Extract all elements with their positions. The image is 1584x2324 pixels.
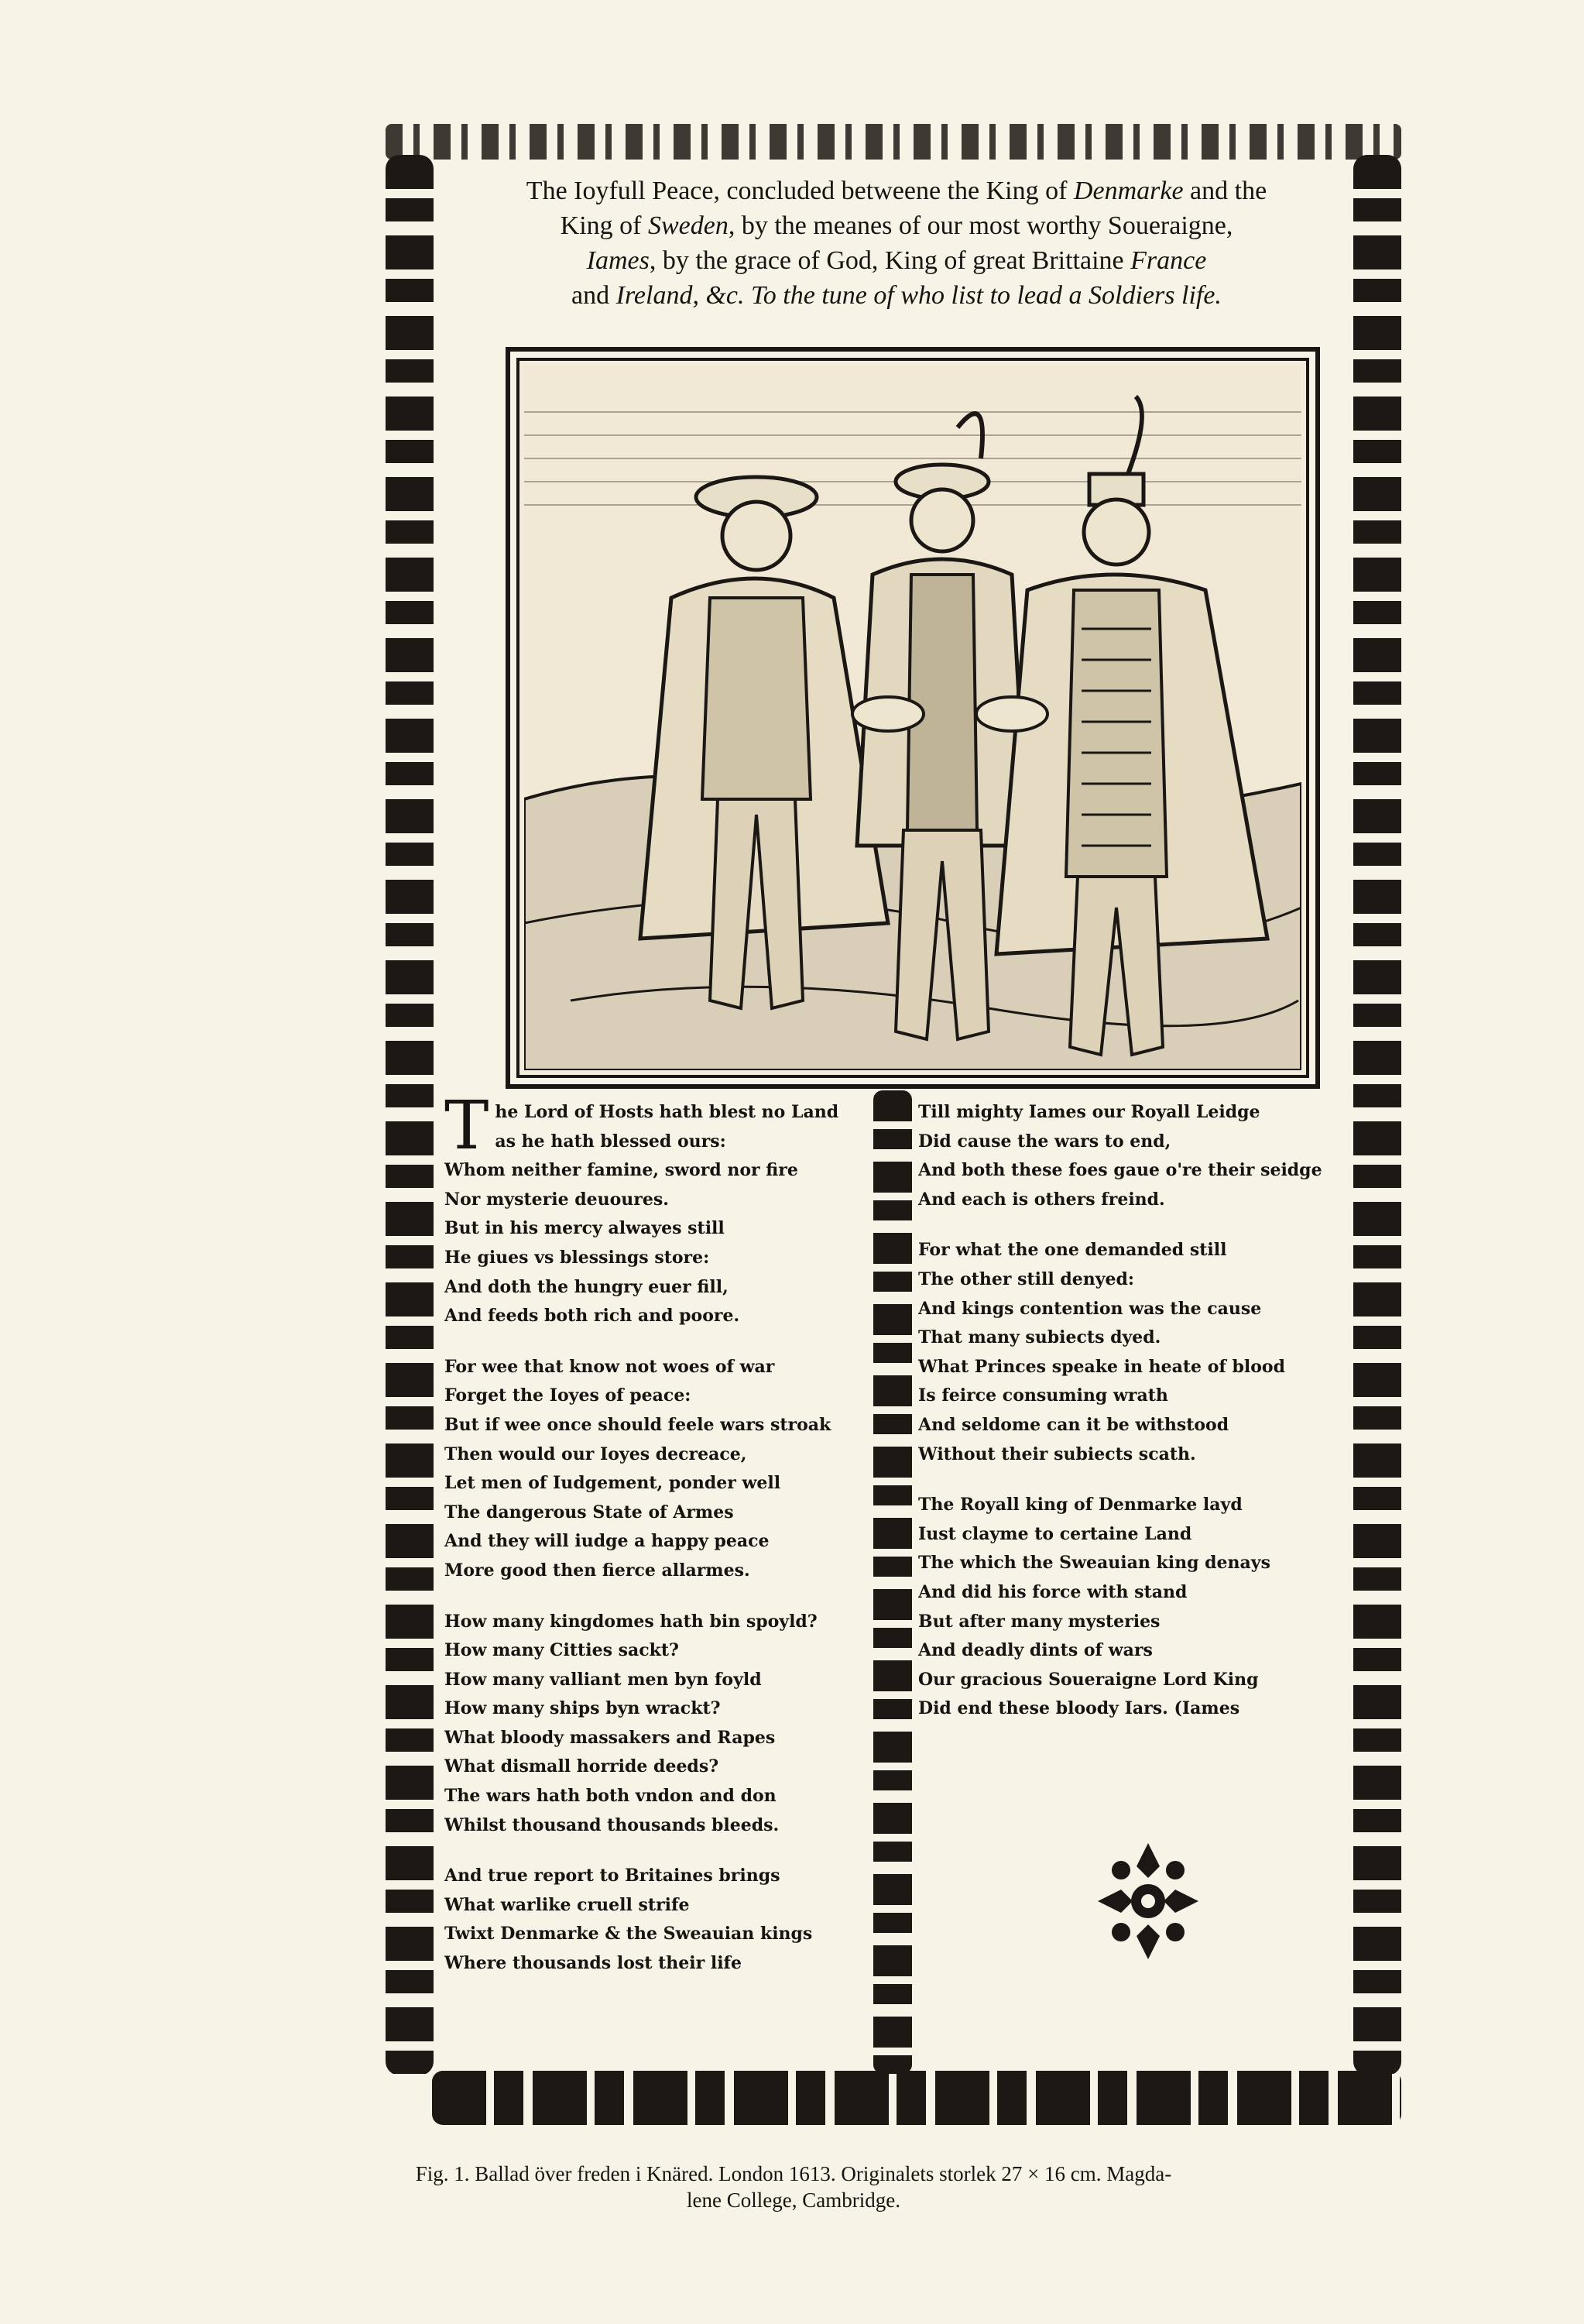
verse-line: And did his force with stand [918, 1581, 1188, 1602]
verse-line: Did end these bloody Iars. (Iames [918, 1698, 1240, 1719]
verse-line: The other still denyed: [918, 1268, 1135, 1289]
verse-line: Iust clayme to certaine Land [918, 1523, 1192, 1544]
broadside-sheet [386, 124, 1401, 2125]
stanza [444, 1608, 862, 1841]
verse-line: And deadly dints of wars [918, 1640, 1153, 1661]
verse-line: Is feirce consuming wrath [918, 1385, 1168, 1406]
verse-line: What bloody massakers and Rapes [444, 1727, 776, 1748]
drop-cap: T [444, 1087, 489, 1165]
verse-line: The dangerous State of Armes [444, 1502, 734, 1522]
verse-line: But in his mercy alwayes still [444, 1218, 725, 1239]
verse-line: Nor mysterie deuoures. [444, 1189, 669, 1210]
verse-line: He giues vs blessings store: [444, 1247, 710, 1268]
verse-line: Whom neither famine, sword nor fire [444, 1160, 798, 1181]
stanza [444, 1087, 862, 1331]
ornamental-border-bottom [432, 2071, 1401, 2125]
verse-line: What Princes speake in heate of blood [918, 1356, 1285, 1377]
verse-line: The which the Sweauian king denays [918, 1553, 1270, 1574]
verse-line: And true report to Britaines brings [444, 1866, 780, 1886]
verse-line: Twixt Denmarke & the Sweauian kings [444, 1924, 813, 1945]
verse-line: But if wee once should feele wars stroak [444, 1414, 831, 1435]
ballad-title: The Ioyfull Peace, concluded betweene the King of Denmarke and the King of Sweden, by the meanes of our most worthy Soueraigne, Iames, by the grace of God, King of great Brittaine France and Ireland, &c. To the tune of who list to lead a Soldiers life. [526, 177, 1267, 310]
stanza [444, 1353, 862, 1586]
verse-line: And each is others freind. [918, 1189, 1165, 1210]
verse-line: The Royall king of Denmarke layd [918, 1495, 1243, 1516]
ornamental-border-left [386, 155, 434, 2075]
verse-line: For what the one demanded still [918, 1240, 1227, 1261]
ornamental-border-right [1353, 155, 1401, 2075]
verse-line: What dismall horride deeds? [444, 1756, 719, 1777]
verse-line: Our gracious Soueraigne Lord King [918, 1669, 1259, 1690]
stanza [918, 1236, 1352, 1469]
verse-line: he Lord of Hosts hath blest no Land [495, 1102, 839, 1122]
right-text-column [918, 1098, 1352, 1746]
verse-line: Without their subiects scath. [918, 1443, 1196, 1464]
verse-line: For wee that know not woes of war [444, 1356, 775, 1377]
stanza [918, 1098, 1352, 1214]
verse-line: And feeds both rich and poore. [444, 1306, 740, 1327]
verse-line: Then would our Ioyes decreace, [444, 1443, 747, 1464]
caption-line: lene College, Cambridge. [687, 2188, 900, 2212]
verse-line: But after many mysteries [918, 1611, 1161, 1632]
verse-line: Did cause the wars to end, [918, 1131, 1171, 1152]
verse-line: How many Citties sackt? [444, 1640, 679, 1661]
left-text-column [444, 1087, 862, 2000]
verse-line: And seldome can it be withstood [918, 1414, 1229, 1435]
three-kings-woodcut-image [524, 366, 1301, 1070]
verse-line: Whilst thousand thousands bleeds. [444, 1814, 780, 1835]
fleuron-ornament-icon [1098, 1843, 1198, 1959]
verse-line: And both these foes gaue o're their seidge [918, 1160, 1322, 1181]
verse-line: And kings contention was the cause [918, 1298, 1262, 1319]
stanza [918, 1491, 1352, 1724]
verse-line: How many ships byn wrackt? [444, 1698, 721, 1719]
verse-line: And doth the hungry euer fill, [444, 1276, 729, 1297]
verse-line: How many valliant men byn foyld [444, 1669, 762, 1690]
verse-line: The wars hath both vndon and don [444, 1786, 777, 1807]
caption-line: Fig. 1. Ballad över freden i Knäred. London 1613. Originalets storlek 27 × 16 cm. Magda- [415, 2162, 1172, 2185]
verse-line: Forget the Ioyes of peace: [444, 1385, 691, 1406]
verse-line: What warlike cruell strife [444, 1894, 690, 1915]
woodcut-illustration [506, 347, 1320, 1089]
verse-line: And they will iudge a happy peace [444, 1531, 770, 1552]
verse-line: That many subiects dyed. [918, 1327, 1161, 1348]
figure-caption [294, 2161, 1293, 2213]
verse-line: Where thousands lost their life [444, 1953, 742, 1974]
stanza [444, 1862, 862, 1978]
verse-line: How many kingdomes hath bin spoyld? [444, 1611, 818, 1632]
ornamental-column-divider [873, 1090, 912, 2074]
verse-line: Till mighty Iames our Royall Leidge [918, 1102, 1260, 1122]
ornamental-border-top [386, 124, 1401, 160]
verse-line: as he hath blessed ours: [495, 1131, 726, 1152]
verse-line: Let men of Iudgement, ponder well [444, 1473, 781, 1494]
verse-line: More good then fierce allarmes. [444, 1560, 750, 1581]
